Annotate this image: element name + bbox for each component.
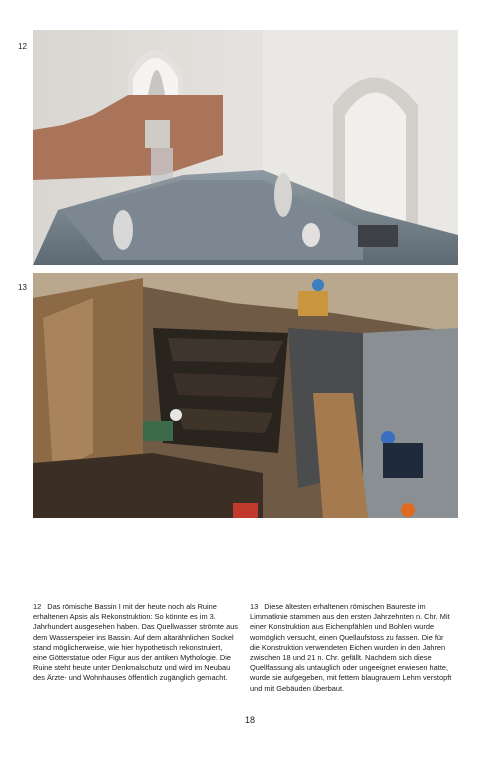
figure-13-number: 13 (18, 283, 27, 292)
figure-13-excavation-photo (33, 273, 458, 518)
caption-figure-12 (33, 602, 238, 684)
caption-12-text: Das römische Bassin I mit der heute noch als Ruine erhaltenen Apsis als Rekonstruktion: So könnte es im 3. Jahrhundert ausgesehen haben. Das Quellwasser strömte aus dem Wasserspeier ins Bassin. Auf dem altarähnlichen Sockel stand möglicherweise, wie hier hypothetisch rekonstruiert, eine Götterstatue oder Figur aus der antiken Mythologie. Die Ruine steht heute unter Denkmalschutz und wird im Neubau des Ärzte- und Wohnhauses öffentlich zugänglich gemacht. (33, 602, 239, 683)
caption-figure-13 (250, 602, 455, 694)
figure-12-bath-reconstruction-image (33, 30, 458, 265)
caption-12-number: 12 (33, 602, 42, 611)
caption-13-text: Diese ältesten erhaltenen römischen Baureste im Limmatknie stammen aus den ersten Jahrzehnten n. Chr. Mit einer Konstruktion aus Eichenpfählen und Bohlen wurde womöglich versucht, einen Quellaufstoss zu fassen. Die für die Konstruktion verwendeten Eichen wurden in den Jahren zwischen 18 und 21 n. Chr. gefällt. Nachdem sich diese Quellfassung als untauglich oder ungeeignet erwiesen hatte, wurde sie aufgegeben, mit fettem blaugrauem Lehm verstopft und mit Gebäuden überbaut. (250, 602, 452, 693)
page-number: 18 (244, 715, 255, 725)
figure-12-number: 12 (18, 42, 27, 51)
caption-13-number: 13 (250, 602, 259, 611)
